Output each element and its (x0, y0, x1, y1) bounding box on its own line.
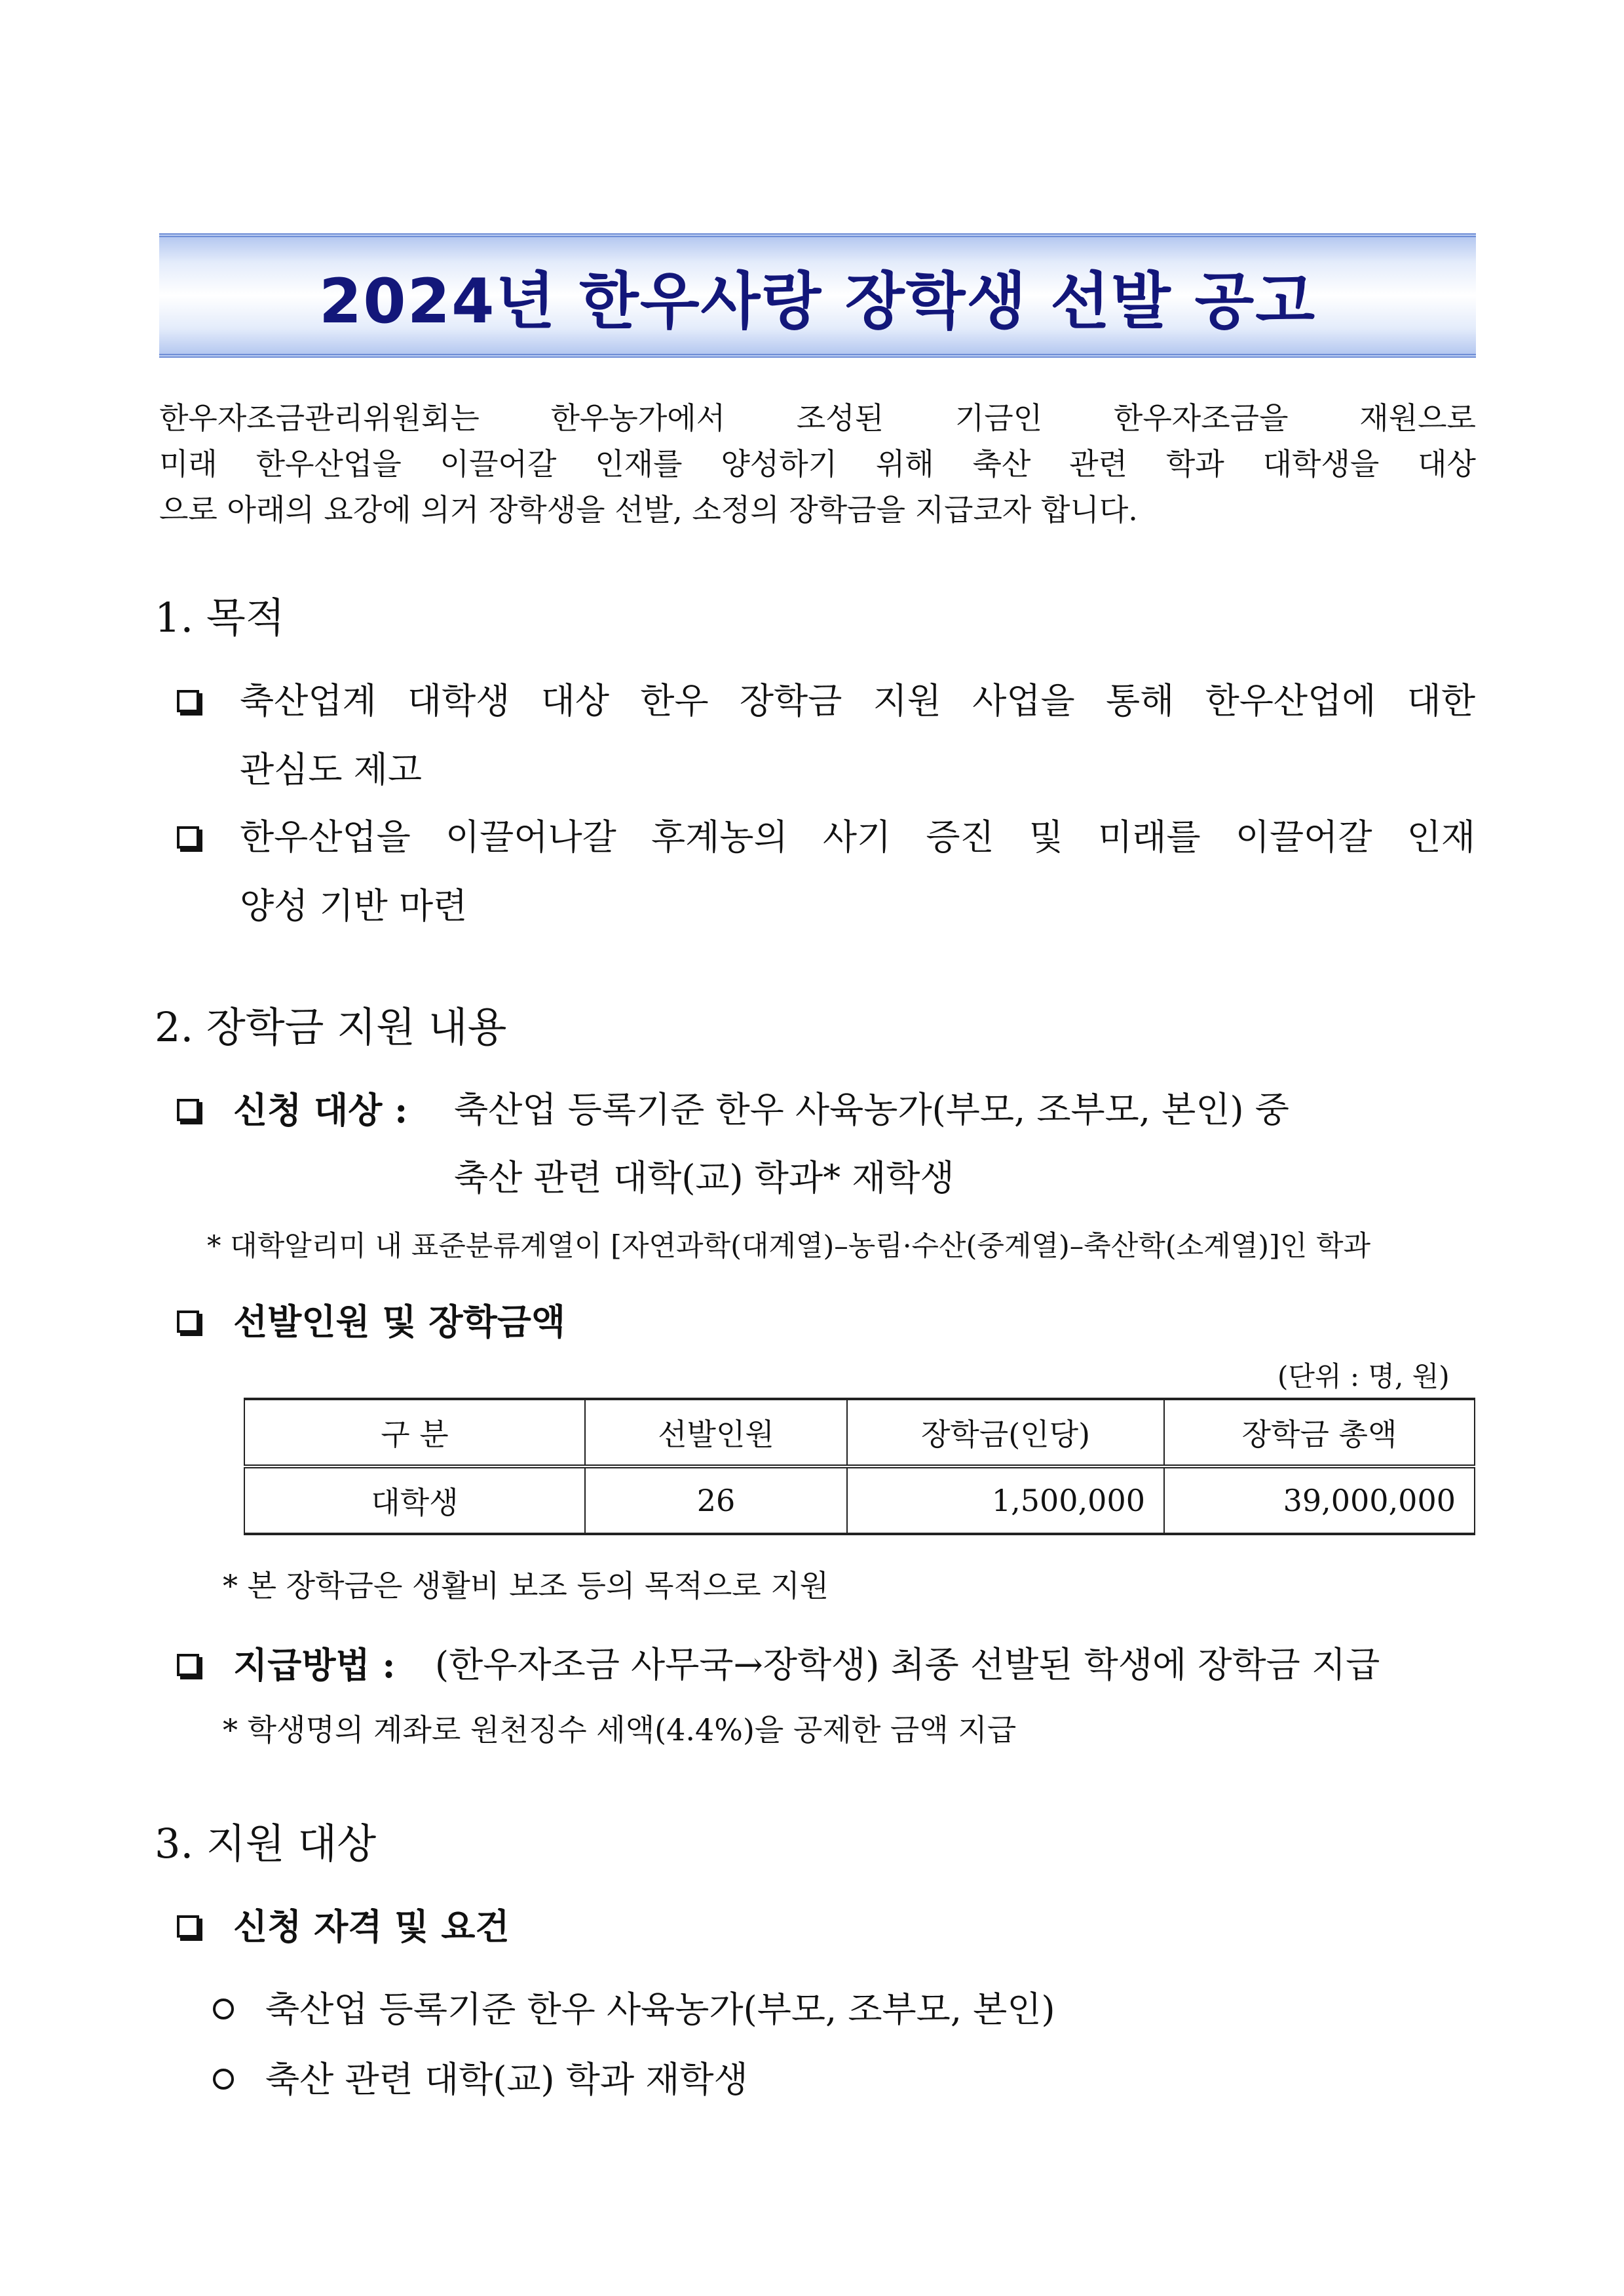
payment-label: 지급방법 : (233, 1644, 396, 1686)
intro-line-2: 미래 한우산업을 이끌어갈 인재를 양성하기 위해 축산 관련 학과 대학생을 대상 (159, 446, 1476, 482)
square-bullet-icon (177, 826, 199, 849)
eligibility-label: 신청 대상 : (233, 1089, 408, 1131)
intro-line-3: 으로 아래의 요강에 의거 장학생을 선발, 소정의 장학금을 지급코자 합니다. (159, 492, 1138, 527)
selection-note: * 본 장학금은 생활비 보조 등의 목적으로 지원 (223, 1568, 829, 1603)
eligibility-line-2: 축산 관련 대학(교) 학과* 재학생 (454, 1157, 954, 1198)
purpose-item-2-line-1: 한우산업을 이끌어나갈 후계농의 사기 증진 및 미래를 이끌어갈 인재 (240, 816, 1475, 858)
title-banner (159, 233, 1476, 358)
square-bullet-icon (177, 1311, 199, 1333)
section-2-heading: 2. 장학금 지원 내용 (155, 1003, 507, 1051)
section-1-heading: 1. 목적 (155, 594, 285, 641)
requirement-item-1: 축산업 등록기준 한우 사육농가(부모, 조부모, 본인) (265, 1989, 1055, 2030)
section-3-heading: 3. 지원 대상 (155, 1820, 377, 1867)
table-header-cell: 선발인원 (585, 1399, 847, 1466)
selection-table (244, 1398, 1475, 1535)
intro-line-1: 한우자조금관리위원회는 한우농가에서 조성된 기금인 한우자조금을 재원으로 (159, 400, 1476, 436)
circle-bullet-icon (213, 2069, 234, 2090)
purpose-item-1-line-1: 축산업계 대학생 대상 한우 장학금 지원 사업을 통해 한우산업에 대한 (240, 680, 1475, 721)
square-bullet-icon (177, 690, 199, 712)
square-bullet-icon (177, 1915, 199, 1938)
eligibility-line-1: 축산업 등록기준 한우 사육농가(부모, 조부모, 본인) 중 (454, 1089, 1289, 1130)
total-cell: 39,000,000 (1164, 1466, 1475, 1534)
per-person-cell: 1,500,000 (847, 1466, 1164, 1534)
count-cell: 26 (585, 1466, 847, 1534)
purpose-item-2-line-2: 양성 기반 마련 (240, 885, 468, 927)
square-bullet-icon (177, 1654, 199, 1676)
purpose-item-1-line-2: 관심도 제고 (240, 749, 422, 790)
table-row (244, 1466, 1475, 1534)
unit-label: (단위 : 명, 원) (1277, 1360, 1450, 1392)
table-header-cell: 구 분 (244, 1399, 585, 1466)
requirement-item-2: 축산 관련 대학(교) 학과 재학생 (265, 2059, 748, 2100)
category-cell: 대학생 (244, 1466, 585, 1534)
payment-note: * 학생명의 계좌로 원천징수 세액(4.4%)을 공제한 금액 지급 (223, 1712, 1017, 1748)
table-header-row (244, 1399, 1475, 1466)
selection-label: 선발인원 및 장학금액 (233, 1301, 566, 1343)
square-bullet-icon (177, 1099, 199, 1121)
payment-text: (한우자조금 사무국→장학생) 최종 선발된 학생에 장학금 지급 (435, 1644, 1380, 1685)
circle-bullet-icon (213, 1999, 234, 2019)
eligibility-note: * 대학알리미 내 표준분류계열이 [자연과학(대계열)–농림·수산(중계열)–축산학(소계열)]인 학과 (207, 1230, 1371, 1263)
page-title: 2024년 한우사랑 장학생 선발 공고 (318, 265, 1317, 337)
table-header-cell: 장학금 총액 (1164, 1399, 1475, 1466)
section-3-subheading: 신청 자격 및 요건 (233, 1905, 510, 1947)
table-header-cell: 장학금(인당) (847, 1399, 1164, 1466)
